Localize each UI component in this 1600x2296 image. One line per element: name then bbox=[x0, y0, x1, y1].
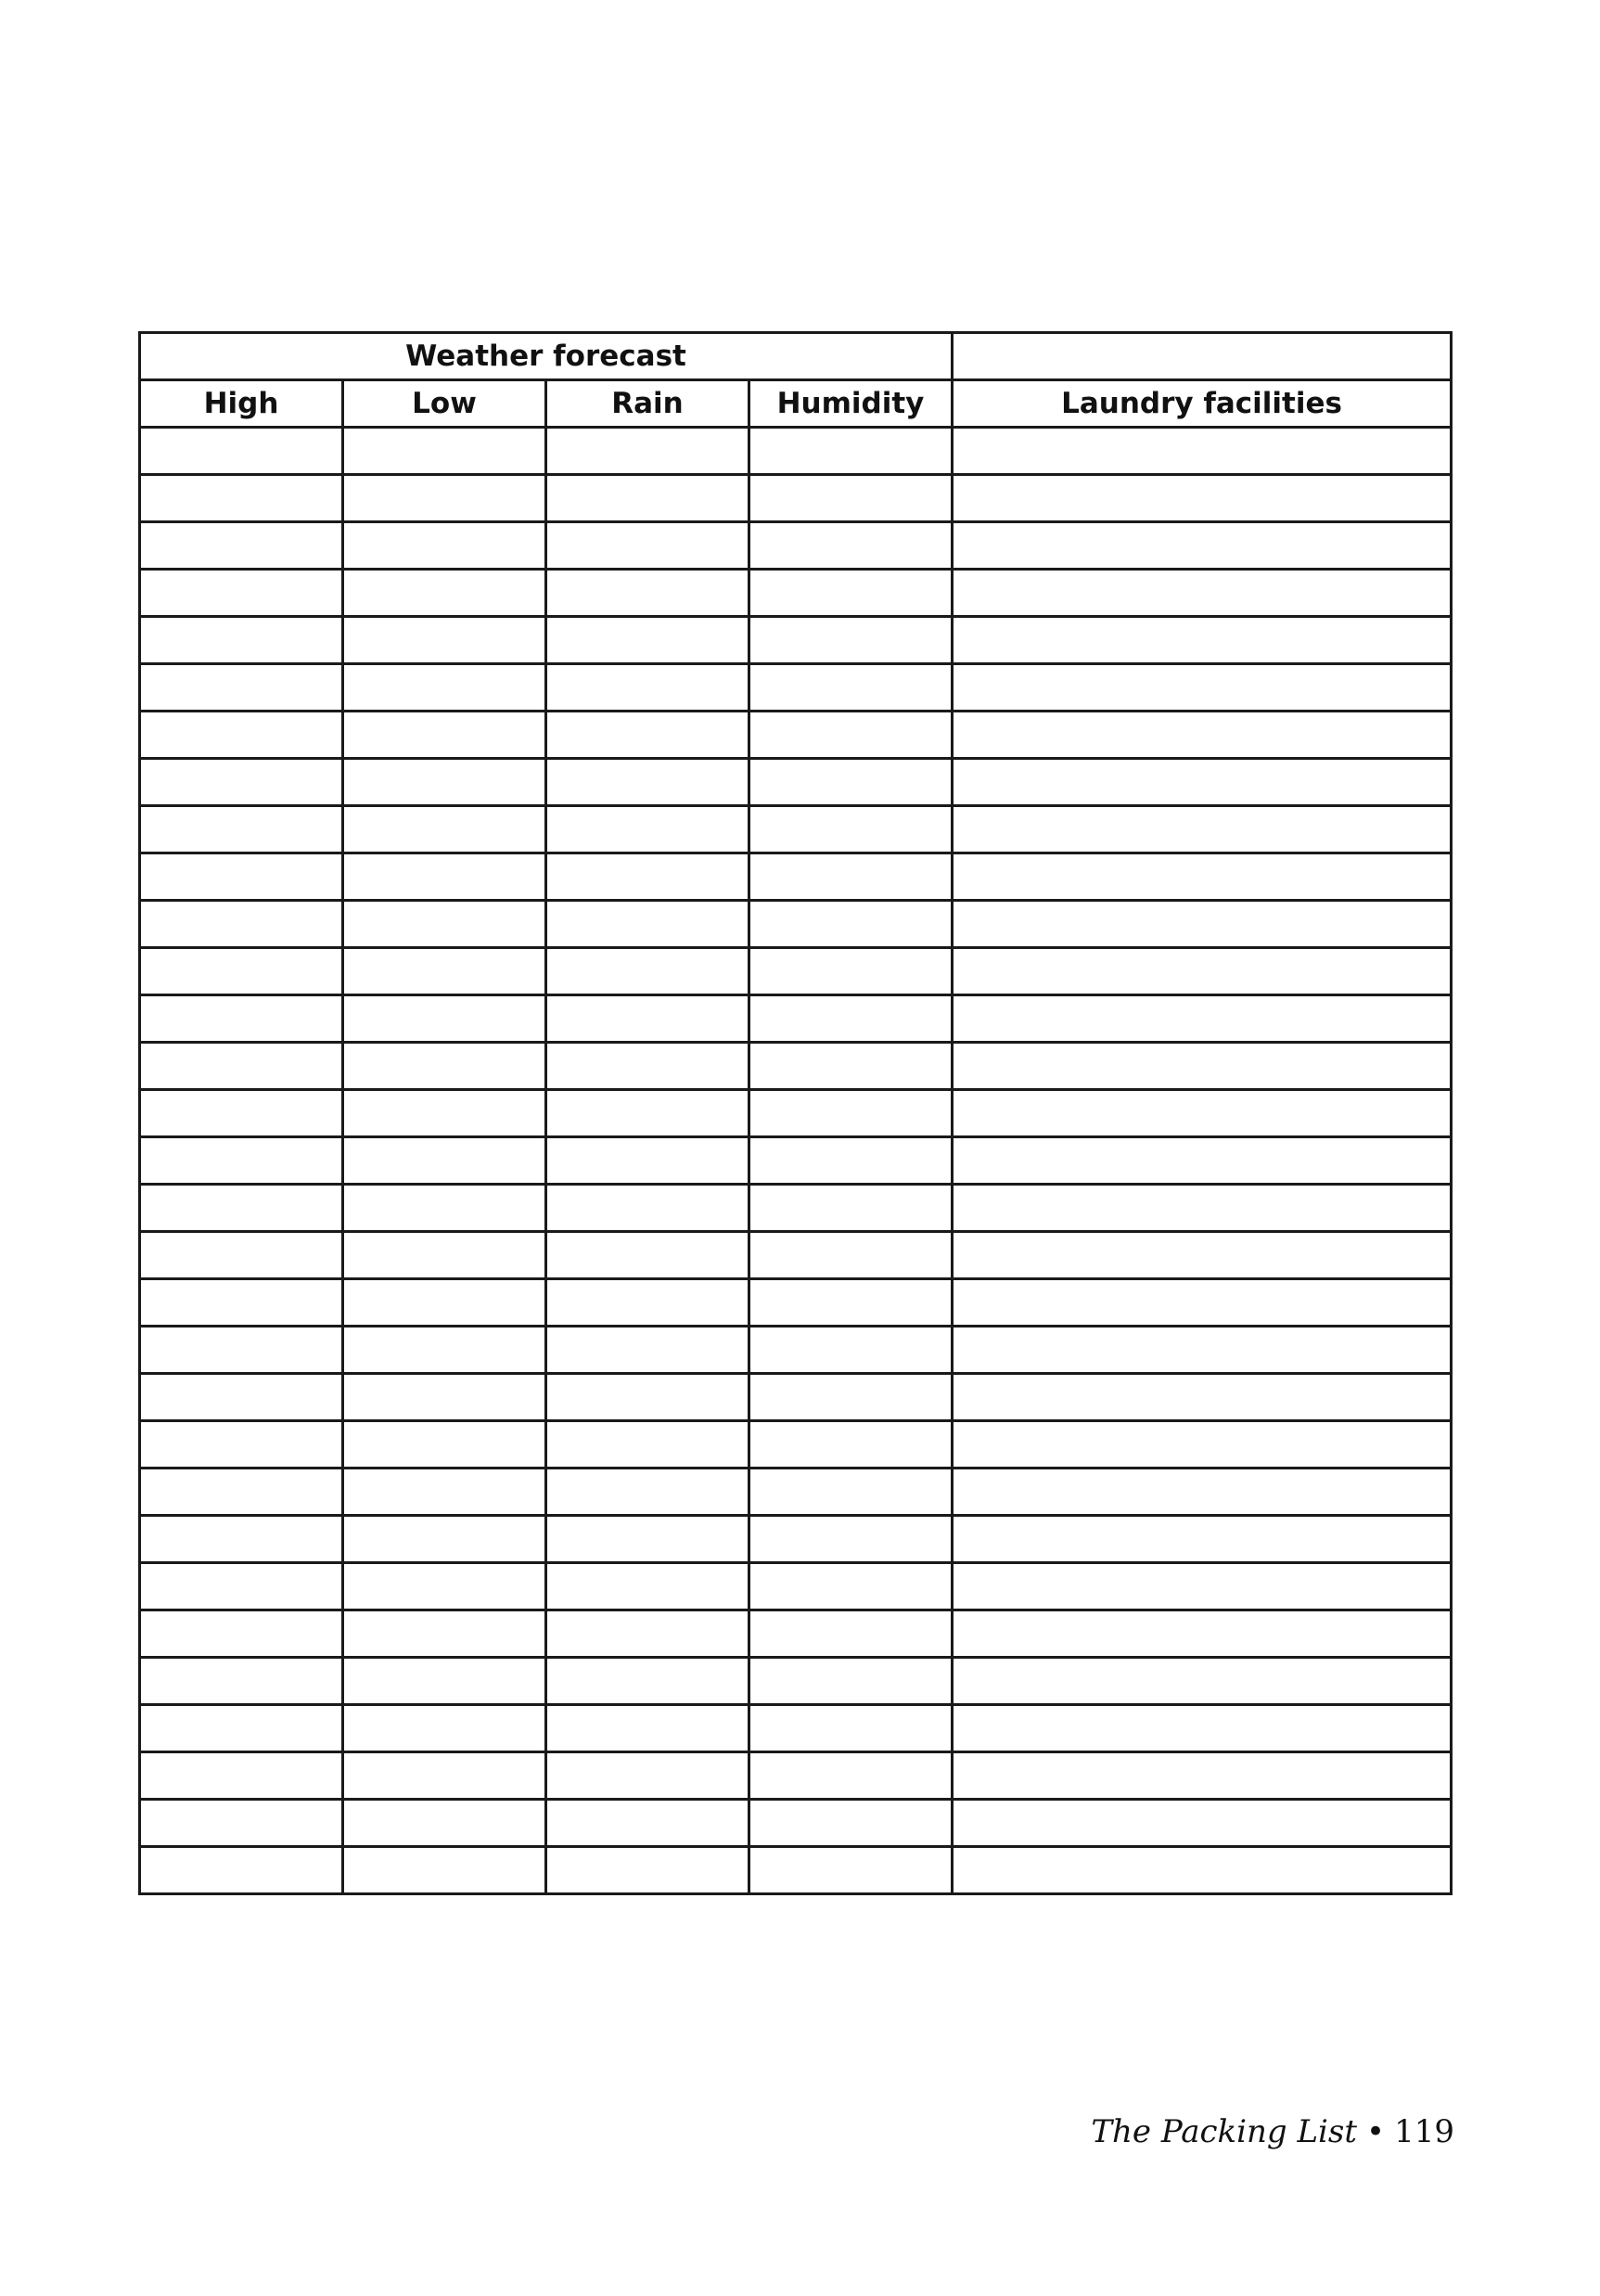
blank-entry-cell[interactable] bbox=[343, 1232, 546, 1279]
blank-entry-cell[interactable] bbox=[343, 759, 546, 806]
table-row bbox=[140, 522, 1452, 570]
table-row bbox=[140, 1563, 1452, 1610]
blank-entry-cell[interactable] bbox=[546, 759, 749, 806]
blank-entry-cell[interactable] bbox=[749, 1658, 953, 1705]
blank-entry-cell[interactable] bbox=[749, 570, 953, 617]
table-row bbox=[140, 1137, 1452, 1185]
blank-entry-cell[interactable] bbox=[546, 1137, 749, 1185]
footer-separator: • bbox=[1366, 2113, 1386, 2150]
blank-entry-cell[interactable] bbox=[749, 995, 953, 1043]
blank-entry-cell[interactable] bbox=[546, 617, 749, 664]
blank-entry-cell[interactable] bbox=[749, 1847, 953, 1894]
blank-entry-cell[interactable] bbox=[546, 1800, 749, 1847]
blank-entry-cell[interactable] bbox=[546, 1658, 749, 1705]
blank-entry-cell[interactable] bbox=[343, 1043, 546, 1090]
blank-entry-cell[interactable] bbox=[953, 1752, 1452, 1800]
blank-entry-cell[interactable] bbox=[343, 712, 546, 759]
table-row bbox=[140, 1232, 1452, 1279]
table-row bbox=[140, 1327, 1452, 1374]
blank-entry-cell[interactable] bbox=[953, 1516, 1452, 1563]
blank-entry-cell[interactable] bbox=[343, 1421, 546, 1469]
blank-entry-cell[interactable] bbox=[343, 1610, 546, 1658]
blank-entry-cell[interactable] bbox=[953, 1705, 1452, 1752]
table-row bbox=[140, 664, 1452, 712]
blank-entry-cell[interactable] bbox=[546, 1705, 749, 1752]
blank-entry-cell[interactable] bbox=[749, 475, 953, 522]
col-header-high: High bbox=[140, 380, 343, 428]
blank-entry-cell[interactable] bbox=[343, 1090, 546, 1137]
blank-entry-cell[interactable] bbox=[140, 1752, 343, 1800]
table-row bbox=[140, 901, 1452, 948]
blank-entry-cell[interactable] bbox=[953, 1043, 1452, 1090]
blank-entry-cell[interactable] bbox=[343, 995, 546, 1043]
blank-entry-cell[interactable] bbox=[140, 901, 343, 948]
blank-entry-cell[interactable] bbox=[343, 1705, 546, 1752]
table-row bbox=[140, 475, 1452, 522]
column-header-row bbox=[140, 380, 1452, 428]
blank-entry-cell[interactable] bbox=[749, 1469, 953, 1516]
table-row bbox=[140, 712, 1452, 759]
blank-entry-cell[interactable] bbox=[953, 475, 1452, 522]
table-row bbox=[140, 1705, 1452, 1752]
blank-entry-cell[interactable] bbox=[140, 522, 343, 570]
blank-entry-cell[interactable] bbox=[343, 1516, 546, 1563]
blank-entry-cell[interactable] bbox=[749, 1327, 953, 1374]
blank-entry-cell[interactable] bbox=[953, 1327, 1452, 1374]
weather-forecast-label: Weather forecast bbox=[405, 339, 686, 373]
blank-entry-cell[interactable] bbox=[546, 1185, 749, 1232]
blank-entry-cell[interactable] bbox=[140, 1421, 343, 1469]
table-row bbox=[140, 1043, 1452, 1090]
table-row bbox=[140, 1374, 1452, 1421]
blank-entry-cell[interactable] bbox=[546, 1421, 749, 1469]
blank-entry-cell[interactable] bbox=[546, 428, 749, 475]
blank-entry-cell[interactable] bbox=[546, 1279, 749, 1327]
blank-entry-cell[interactable] bbox=[343, 1279, 546, 1327]
blank-entry-cell[interactable] bbox=[140, 664, 343, 712]
blank-entry-cell[interactable] bbox=[140, 428, 343, 475]
blank-entry-cell[interactable] bbox=[140, 806, 343, 853]
blank-entry-cell[interactable] bbox=[749, 1090, 953, 1137]
blank-entry-cell[interactable] bbox=[546, 1610, 749, 1658]
blank-entry-cell[interactable] bbox=[749, 759, 953, 806]
table-row bbox=[140, 1658, 1452, 1705]
blank-entry-cell[interactable] bbox=[343, 1185, 546, 1232]
blank-entry-cell[interactable] bbox=[953, 1847, 1452, 1894]
blank-entry-cell[interactable] bbox=[953, 1421, 1452, 1469]
blank-entry-cell[interactable] bbox=[749, 948, 953, 995]
blank-entry-cell[interactable] bbox=[953, 1374, 1452, 1421]
blank-entry-cell[interactable] bbox=[749, 1279, 953, 1327]
blank-entry-cell[interactable] bbox=[749, 1137, 953, 1185]
blank-entry-cell[interactable] bbox=[749, 1421, 953, 1469]
blank-entry-cell[interactable] bbox=[749, 901, 953, 948]
blank-entry-cell[interactable] bbox=[749, 1374, 953, 1421]
blank-entry-cell[interactable] bbox=[343, 901, 546, 948]
table-row bbox=[140, 806, 1452, 853]
blank-entry-cell[interactable] bbox=[546, 712, 749, 759]
blank-entry-cell[interactable] bbox=[140, 1705, 343, 1752]
blank-entry-cell[interactable] bbox=[749, 664, 953, 712]
col-header-low: Low bbox=[343, 380, 546, 428]
blank-entry-cell[interactable] bbox=[140, 1374, 343, 1421]
table-row bbox=[140, 1752, 1452, 1800]
blank-entry-cell[interactable] bbox=[749, 1705, 953, 1752]
blank-entry-cell[interactable] bbox=[749, 712, 953, 759]
blank-entry-cell[interactable] bbox=[546, 995, 749, 1043]
blank-entry-cell[interactable] bbox=[546, 570, 749, 617]
blank-entry-cell[interactable] bbox=[140, 475, 343, 522]
blank-entry-cell[interactable] bbox=[546, 1469, 749, 1516]
blank-entry-cell[interactable] bbox=[546, 806, 749, 853]
blank-entry-cell[interactable] bbox=[546, 1847, 749, 1894]
blank-entry-cell[interactable] bbox=[953, 617, 1452, 664]
blank-entry-cell[interactable] bbox=[953, 1610, 1452, 1658]
blank-entry-cell[interactable] bbox=[140, 1137, 343, 1185]
blank-entry-cell[interactable] bbox=[140, 1327, 343, 1374]
blank-entry-cell[interactable] bbox=[546, 1327, 749, 1374]
blank-entry-cell[interactable] bbox=[343, 617, 546, 664]
table-row bbox=[140, 1610, 1452, 1658]
blank-entry-cell[interactable] bbox=[546, 1516, 749, 1563]
table-row bbox=[140, 1279, 1452, 1327]
blank-entry-cell[interactable] bbox=[140, 1469, 343, 1516]
blank-entry-cell[interactable] bbox=[749, 617, 953, 664]
blank-entry-cell[interactable] bbox=[546, 1563, 749, 1610]
blank-entry-cell[interactable] bbox=[953, 806, 1452, 853]
weather-laundry-log-table bbox=[138, 331, 1453, 1895]
blank-entry-cell[interactable] bbox=[140, 1279, 343, 1327]
blank-entry-cell[interactable] bbox=[140, 1658, 343, 1705]
table-row bbox=[140, 853, 1452, 901]
table-row bbox=[140, 995, 1452, 1043]
blank-entry-cell[interactable] bbox=[953, 712, 1452, 759]
table-row bbox=[140, 1421, 1452, 1469]
table-row bbox=[140, 948, 1452, 995]
blank-entry-cell[interactable] bbox=[546, 1374, 749, 1421]
blank-entry-cell[interactable] bbox=[140, 1516, 343, 1563]
blank-entry-cell[interactable] bbox=[140, 853, 343, 901]
blank-entry-cell[interactable] bbox=[546, 1043, 749, 1090]
table-row bbox=[140, 1847, 1452, 1894]
blank-entry-cell[interactable] bbox=[140, 712, 343, 759]
table-row bbox=[140, 1469, 1452, 1516]
blank-entry-cell[interactable] bbox=[546, 475, 749, 522]
blank-entry-cell[interactable] bbox=[546, 901, 749, 948]
col-header-humidity: Humidity bbox=[749, 380, 953, 428]
blank-entry-cell[interactable] bbox=[953, 1185, 1452, 1232]
blank-entry-cell[interactable] bbox=[953, 522, 1452, 570]
page-number: 119 bbox=[1394, 2113, 1454, 2150]
page-footer bbox=[1091, 2113, 1454, 2150]
blank-entry-cell[interactable] bbox=[140, 617, 343, 664]
blank-entry-cell[interactable] bbox=[546, 1232, 749, 1279]
blank-entry-cell[interactable] bbox=[343, 428, 546, 475]
blank-entry-cell[interactable] bbox=[343, 522, 546, 570]
blank-entry-cell[interactable] bbox=[343, 1469, 546, 1516]
blank-header-cell bbox=[953, 333, 1452, 380]
blank-entry-cell[interactable] bbox=[343, 1658, 546, 1705]
blank-entry-cell[interactable] bbox=[343, 1800, 546, 1847]
table-body bbox=[140, 428, 1452, 1894]
blank-entry-cell[interactable] bbox=[343, 948, 546, 995]
blank-entry-cell[interactable] bbox=[749, 428, 953, 475]
table-row bbox=[140, 617, 1452, 664]
table-row bbox=[140, 570, 1452, 617]
blank-entry-cell[interactable] bbox=[953, 1658, 1452, 1705]
blank-entry-cell[interactable] bbox=[749, 1800, 953, 1847]
blank-entry-cell[interactable] bbox=[546, 948, 749, 995]
table-row bbox=[140, 1185, 1452, 1232]
blank-entry-cell[interactable] bbox=[953, 1469, 1452, 1516]
blank-entry-cell[interactable] bbox=[343, 1847, 546, 1894]
blank-entry-cell[interactable] bbox=[953, 995, 1452, 1043]
blank-entry-cell[interactable] bbox=[953, 853, 1452, 901]
blank-entry-cell[interactable] bbox=[546, 522, 749, 570]
table-row bbox=[140, 759, 1452, 806]
blank-entry-cell[interactable] bbox=[140, 1610, 343, 1658]
blank-entry-cell[interactable] bbox=[343, 664, 546, 712]
blank-entry-cell[interactable] bbox=[749, 1752, 953, 1800]
blank-entry-cell[interactable] bbox=[749, 853, 953, 901]
blank-entry-cell[interactable] bbox=[953, 901, 1452, 948]
blank-entry-cell[interactable] bbox=[953, 1800, 1452, 1847]
table-row bbox=[140, 1800, 1452, 1847]
col-header-laundry-facilities: Laundry facilities bbox=[953, 380, 1452, 428]
blank-entry-cell[interactable] bbox=[546, 1090, 749, 1137]
blank-entry-cell[interactable] bbox=[546, 1752, 749, 1800]
group-header-row bbox=[140, 333, 1452, 380]
blank-entry-cell[interactable] bbox=[749, 1043, 953, 1090]
blank-entry-cell[interactable] bbox=[140, 1800, 343, 1847]
blank-entry-cell[interactable] bbox=[343, 1374, 546, 1421]
blank-entry-cell[interactable] bbox=[546, 853, 749, 901]
weather-forecast-header bbox=[140, 333, 953, 380]
blank-entry-cell[interactable] bbox=[140, 759, 343, 806]
blank-entry-cell[interactable] bbox=[140, 995, 343, 1043]
blank-entry-cell[interactable] bbox=[749, 1610, 953, 1658]
table-row bbox=[140, 1516, 1452, 1563]
blank-entry-cell[interactable] bbox=[749, 806, 953, 853]
blank-entry-cell[interactable] bbox=[140, 1847, 343, 1894]
blank-entry-cell[interactable] bbox=[343, 1137, 546, 1185]
table-row bbox=[140, 1090, 1452, 1137]
blank-entry-cell[interactable] bbox=[749, 522, 953, 570]
blank-entry-cell[interactable] bbox=[140, 1232, 343, 1279]
blank-entry-cell[interactable] bbox=[953, 428, 1452, 475]
book-title: The Packing List bbox=[1091, 2113, 1358, 2150]
blank-entry-cell[interactable] bbox=[953, 1563, 1452, 1610]
blank-entry-cell[interactable] bbox=[343, 1752, 546, 1800]
blank-entry-cell[interactable] bbox=[749, 1232, 953, 1279]
blank-entry-cell[interactable] bbox=[953, 1232, 1452, 1279]
blank-entry-cell[interactable] bbox=[343, 853, 546, 901]
blank-entry-cell[interactable] bbox=[749, 1563, 953, 1610]
blank-entry-cell[interactable] bbox=[749, 1516, 953, 1563]
blank-entry-cell[interactable] bbox=[953, 759, 1452, 806]
blank-entry-cell[interactable] bbox=[953, 1090, 1452, 1137]
blank-entry-cell[interactable] bbox=[343, 570, 546, 617]
blank-entry-cell[interactable] bbox=[343, 806, 546, 853]
blank-entry-cell[interactable] bbox=[343, 1327, 546, 1374]
blank-entry-cell[interactable] bbox=[546, 664, 749, 712]
blank-entry-cell[interactable] bbox=[953, 570, 1452, 617]
blank-entry-cell[interactable] bbox=[953, 664, 1452, 712]
blank-entry-cell[interactable] bbox=[953, 1137, 1452, 1185]
blank-entry-cell[interactable] bbox=[343, 475, 546, 522]
blank-entry-cell[interactable] bbox=[140, 1090, 343, 1137]
blank-entry-cell[interactable] bbox=[343, 1563, 546, 1610]
table-row bbox=[140, 428, 1452, 475]
blank-entry-cell[interactable] bbox=[953, 948, 1452, 995]
blank-entry-cell[interactable] bbox=[953, 1279, 1452, 1327]
blank-entry-cell[interactable] bbox=[749, 1185, 953, 1232]
blank-entry-cell[interactable] bbox=[140, 1563, 343, 1610]
blank-entry-cell[interactable] bbox=[140, 948, 343, 995]
col-header-rain: Rain bbox=[546, 380, 749, 428]
blank-entry-cell[interactable] bbox=[140, 1185, 343, 1232]
blank-entry-cell[interactable] bbox=[140, 570, 343, 617]
blank-entry-cell[interactable] bbox=[140, 1043, 343, 1090]
